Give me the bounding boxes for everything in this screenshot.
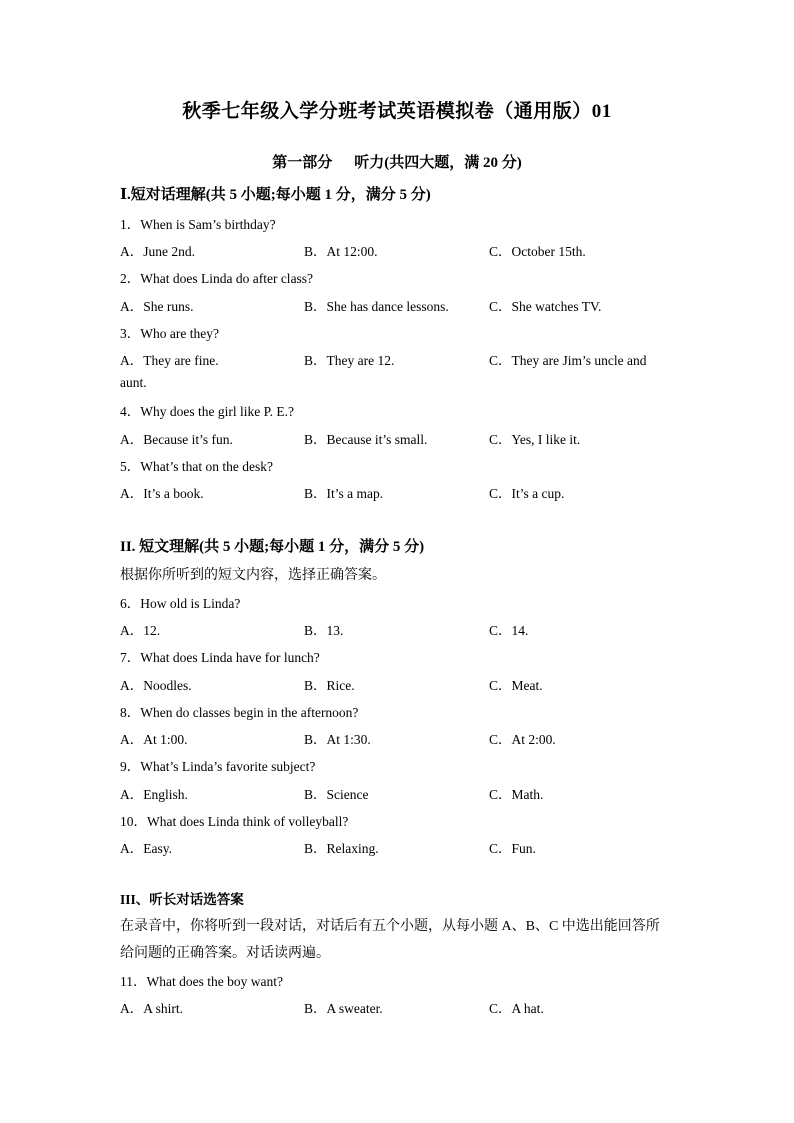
question-2-option-c: C．She watches TV. [489, 299, 602, 314]
question-6-option-b: B．13. [304, 623, 344, 638]
question-7-option-c: C．Meat. [489, 678, 543, 693]
question-1-option-a: A．June 2nd. [120, 244, 195, 259]
question-6-option-a: A．12. [120, 623, 161, 638]
part-one-name: 第一部分 [272, 155, 333, 171]
question-4-option-a: A．Because it’s fun. [120, 432, 233, 447]
question-5-option-c: C．It’s a cup. [489, 486, 565, 501]
question-6: 6．How old is Linda? [120, 596, 241, 611]
section-2-instruction: 根据你所听到的短文内容，选择正确答案。 [120, 568, 386, 583]
question-3-option-c: C．They are Jim’s uncle and [489, 353, 647, 368]
question-4-option-c: C．Yes, I like it. [489, 432, 581, 447]
question-9-option-c: C．Math. [489, 787, 544, 802]
question-5-option-b: B．It’s a map. [304, 486, 384, 501]
question-2-option-a: A．She runs. [120, 299, 194, 314]
question-8-option-b: B．At 1:30. [304, 732, 371, 747]
question-11-option-a: A．A shirt. [120, 1001, 184, 1016]
part-one-heading [0, 151, 794, 172]
question-5: 5．What’s that on the desk? [120, 459, 273, 474]
section-2-heading: II. 短文理解(共 5 小题;每小题 1 分，满分 5 分) [120, 539, 425, 555]
question-5-option-a: A．It’s a book. [120, 486, 204, 501]
question-4: 4．Why does the girl like P. E.? [120, 404, 294, 419]
question-3-option-c-continued: aunt. [120, 375, 147, 390]
question-9-option-b: B．Science [304, 787, 369, 802]
question-8: 8．When do classes begin in the afternoon? [120, 705, 359, 720]
question-10-option-c: C．Fun. [489, 841, 536, 856]
question-7-option-b: B．Rice. [304, 678, 355, 693]
question-6-option-c: C．14. [489, 623, 529, 638]
question-1: 1．When is Sam’s birthday? [120, 217, 276, 232]
question-2-option-b: B．She has dance lessons. [304, 299, 449, 314]
question-3: 3．Who are they? [120, 326, 219, 341]
question-2: 2．What does Linda do after class? [120, 271, 314, 286]
question-10-option-a: A．Easy. [120, 841, 172, 856]
question-3-option-a: A．They are fine. [120, 353, 219, 368]
question-7: 7．What does Linda have for lunch? [120, 650, 320, 665]
question-9: 9．What’s Linda’s favorite subject? [120, 759, 316, 774]
section-3-instruction-line-1: 在录音中，你将听到一段对话，对话后有五个小题，从每小题 A、B、C 中选出能回答所 [120, 919, 660, 934]
question-1-option-b: B．At 12:00. [304, 244, 378, 259]
question-3-option-b: B．They are 12. [304, 353, 395, 368]
question-11-option-b: B．A sweater. [304, 1001, 383, 1016]
section-3-instruction-line-2: 给问题的正确答案。对话读两遍。 [120, 946, 330, 961]
question-8-option-a: A．At 1:00. [120, 732, 188, 747]
part-one-label: 听力(共四大题，满 20 分) [354, 155, 522, 171]
question-10-option-b: B．Relaxing. [304, 841, 379, 856]
question-11: 11．What does the boy want? [120, 974, 283, 989]
question-1-option-c: C．October 15th. [489, 244, 586, 259]
question-10: 10．What does Linda think of volleyball? [120, 814, 349, 829]
section-1-heading: Ⅰ.短对话理解(共 5 小题;每小题 1 分，满分 5 分) [120, 187, 431, 203]
question-9-option-a: A．English. [120, 787, 188, 802]
exam-title: 秋季七年级入学分班考试英语模拟卷（通用版）01 [182, 101, 612, 122]
section-3-heading: III、听长对话选答案 [120, 892, 244, 907]
question-11-option-c: C．A hat. [489, 1001, 544, 1016]
question-8-option-c: C．At 2:00. [489, 732, 556, 747]
question-4-option-b: B．Because it’s small. [304, 432, 428, 447]
question-7-option-a: A．Noodles. [120, 678, 192, 693]
